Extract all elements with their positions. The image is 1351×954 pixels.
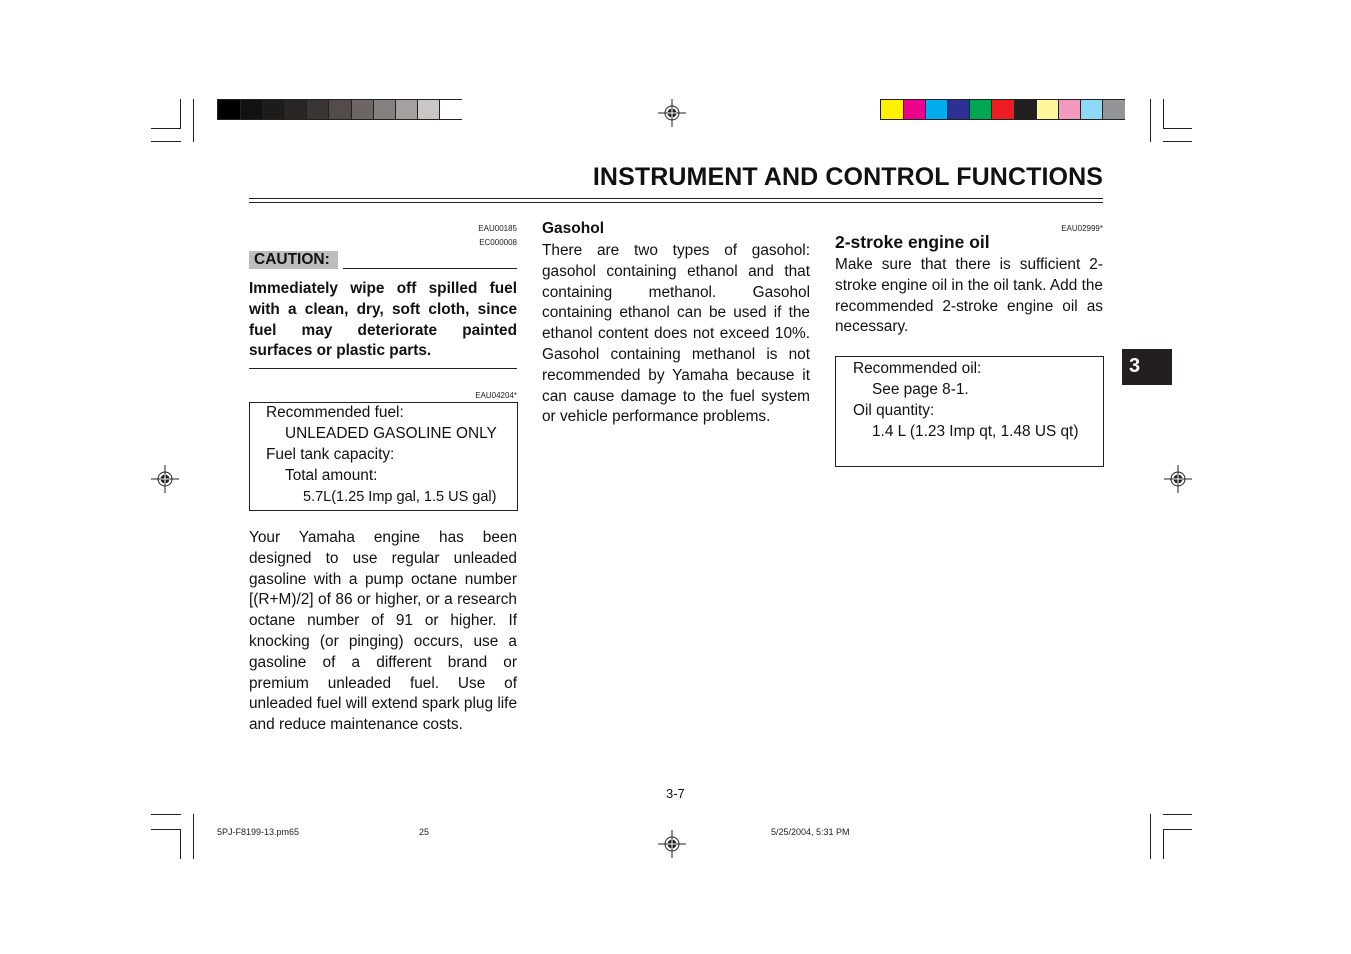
calibration-swatch <box>439 100 462 119</box>
reference-code: EAU00185 <box>478 224 517 233</box>
reference-code: EC000008 <box>479 238 517 247</box>
oil-paragraph: Make sure that there is sufficient 2-stroke engine oil in the oil tank. Add the recommended 2-stroke engine oil as necessary. <box>835 256 1103 336</box>
chapter-tab <box>1122 349 1172 385</box>
registration-mark-right-icon <box>1164 465 1192 493</box>
spec-line: Recommended fuel: <box>266 404 404 421</box>
calibration-swatch <box>991 100 1014 119</box>
calibration-swatch <box>417 100 440 119</box>
calibration-swatch <box>925 100 948 119</box>
spec-line: 1.4 L (1.23 Imp qt, 1.48 US qt) <box>872 423 1079 440</box>
grayscale-calibration-bar <box>217 99 462 120</box>
calibration-swatch <box>1058 100 1081 119</box>
caution-label <box>249 251 338 269</box>
page-title: INSTRUMENT AND CONTROL FUNCTIONS <box>592 163 1103 191</box>
oil-heading: 2-stroke engine oil <box>835 232 990 252</box>
registration-mark-top-icon <box>658 99 686 127</box>
caution-text: Immediately wipe off spilled fuel with a clean, dry, soft cloth, since fuel may deteriorate painted surfaces or plastic parts. <box>249 280 517 360</box>
calibration-swatch <box>1080 100 1103 119</box>
calibration-swatch <box>1014 100 1037 119</box>
spec-line: Fuel tank capacity: <box>266 446 395 463</box>
calibration-swatch <box>328 100 351 119</box>
calibration-swatch <box>1036 100 1059 119</box>
color-calibration-bar <box>880 99 1125 120</box>
spec-line: Recommended oil: <box>853 360 982 377</box>
fuel-spec-box <box>249 402 518 511</box>
calibration-swatch <box>947 100 970 119</box>
registration-mark-left-icon <box>151 465 179 493</box>
calibration-swatch <box>262 100 285 119</box>
spec-line: UNLEADED GASOLINE ONLY <box>285 425 497 442</box>
spec-line: See page 8-1. <box>872 381 969 398</box>
title-rule-top <box>249 198 1103 199</box>
gasohol-paragraph: There are two types of gasohol: gasohol containing ethanol and that containing methanol. Gasohol containing ethanol can be used if the ethanol content does not exceed 10%. Gasohol containing methanol is not recommended by Yamaha because it can cause damage to the fuel system or vehicle performance problems. <box>542 242 810 426</box>
calibration-swatch <box>240 100 263 119</box>
gasohol-heading: Gasohol <box>542 220 605 237</box>
calibration-swatch <box>395 100 418 119</box>
calibration-swatch <box>969 100 992 119</box>
calibration-swatch <box>284 100 307 119</box>
spec-line: Total amount: <box>285 467 378 484</box>
calibration-swatch <box>1102 100 1125 119</box>
title-rule-bottom <box>249 202 1103 203</box>
calibration-swatch <box>373 100 396 119</box>
footer-file-name: 5PJ-F8199-13.pm65 <box>217 827 300 837</box>
spec-line: Oil quantity: <box>853 402 935 419</box>
footer-timestamp: 5/25/2004, 5:31 PM <box>771 827 850 837</box>
footer-sheet-number: 25 <box>419 827 430 837</box>
calibration-swatch <box>306 100 329 119</box>
page-number: 3-7 <box>666 786 685 801</box>
registration-mark-bottom-icon <box>658 830 686 858</box>
reference-code: EAU02999* <box>1061 224 1103 233</box>
calibration-swatch <box>218 100 241 119</box>
caution-label-text: CAUTION: <box>254 251 330 268</box>
caution-end-rule <box>249 368 517 369</box>
calibration-swatch <box>881 100 904 119</box>
fuel-paragraph: Your Yamaha engine has been designed to use regular unleaded gasoline with a pump octane number [(R+M)/2] of 86 or higher, or a research octane number of 91 or higher. If knocking (or pinging) occurs, use a gasoline of a different brand or premium unleaded fuel. Use of unleaded fuel will extend spark plug life and reduce maintenance costs. <box>249 529 517 734</box>
spec-line: 5.7L(1.25 Imp gal, 1.5 US gal) <box>303 489 497 505</box>
calibration-swatch <box>351 100 374 119</box>
reference-code: EAU04204* <box>475 391 517 400</box>
oil-spec-box <box>835 356 1104 467</box>
caution-rule <box>343 268 517 269</box>
calibration-swatch <box>903 100 926 119</box>
chapter-tab-number: 3 <box>1129 355 1141 377</box>
